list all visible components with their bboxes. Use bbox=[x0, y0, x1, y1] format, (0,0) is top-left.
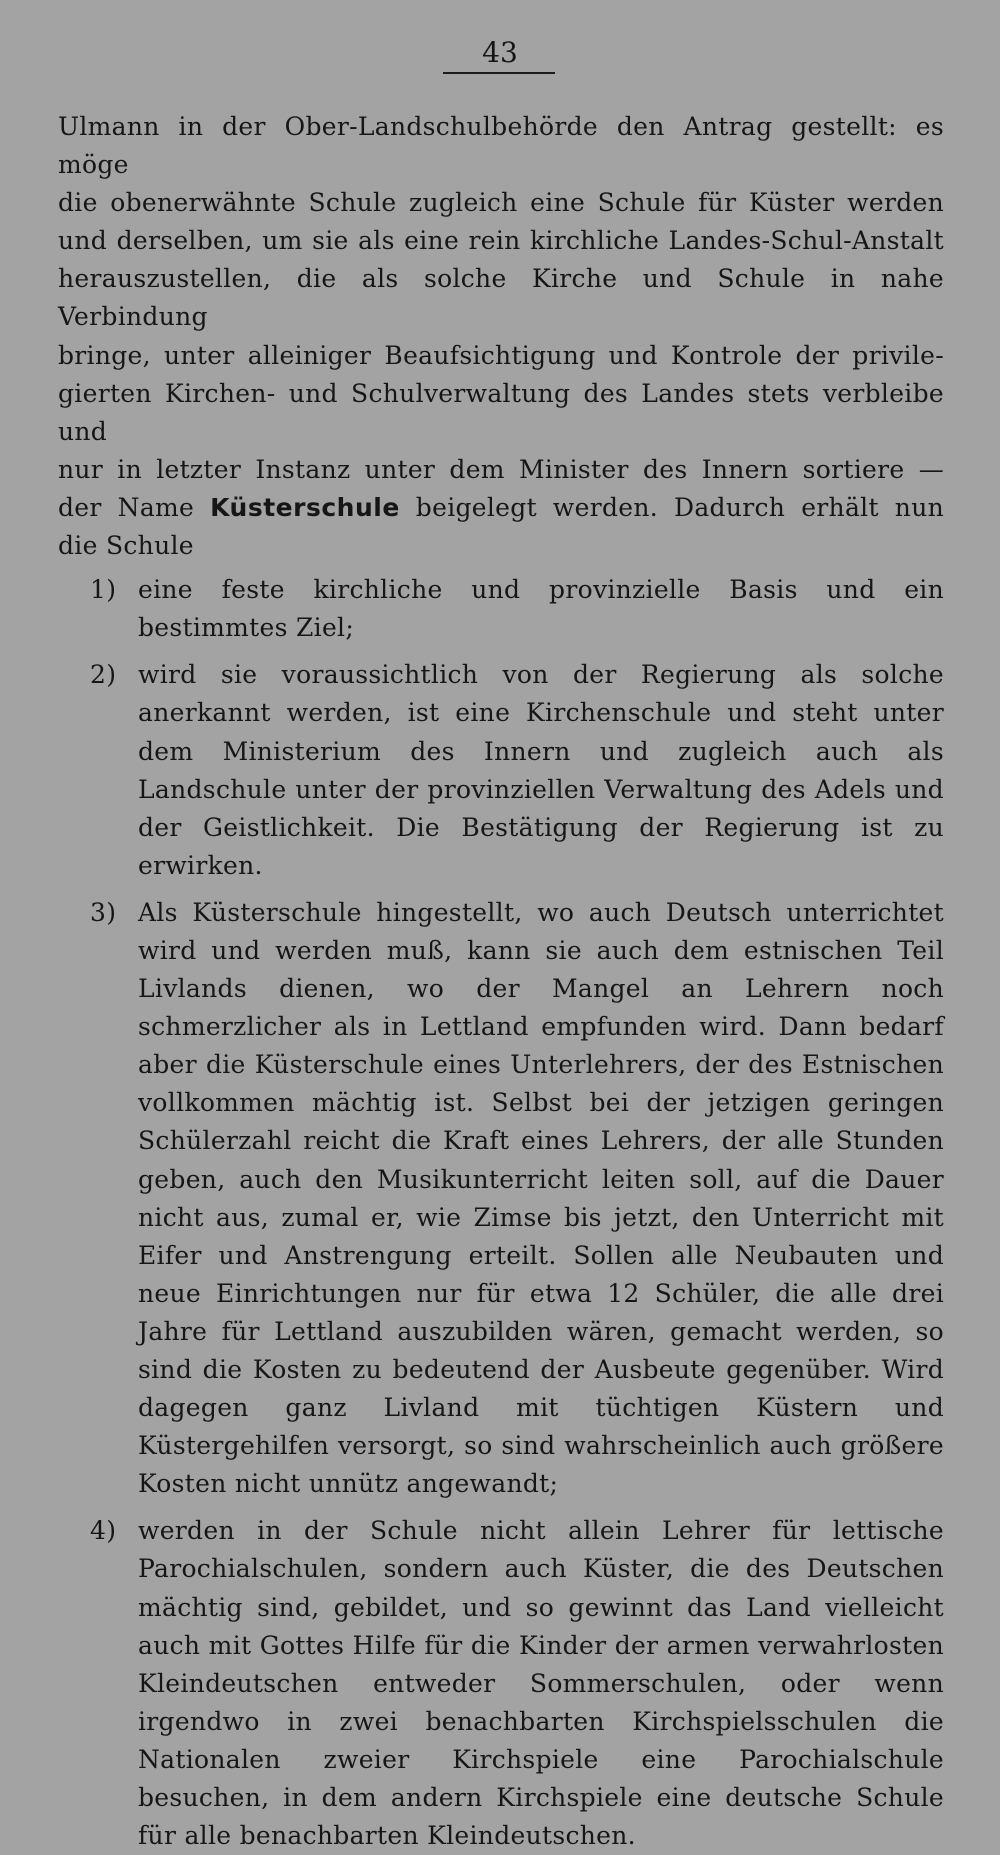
intro-line-6: gierten Kirchen- und Schulverwaltung des Landes stets verbleibe und bbox=[58, 378, 944, 446]
list-item bbox=[58, 571, 944, 647]
list-item bbox=[58, 894, 944, 1504]
item-number: 1) bbox=[90, 575, 117, 605]
emphasized-term: Küsterschule bbox=[210, 492, 400, 522]
intro-line-3: und derselben, um sie als eine rein kirchliche Landes-Schul-Anstalt bbox=[58, 226, 944, 256]
intro-line-7: nur in letzter Instanz unter dem Minister des Innern sortiere — bbox=[58, 454, 944, 484]
list-item bbox=[58, 656, 944, 885]
item-text: wird sie voraussichtlich von der Regierung als solche anerkannt werden, ist eine Kirchenschule und steht unter dem Ministerium des Innern und zugleich auch als Landschule unter der provinziellen Verwaltung des Adels und der Geistlichkeit. Die Bestätigung der Regierung ist zu erwirken. bbox=[138, 660, 944, 880]
intro-line-4: herauszustellen, die als solche Kirche und Schule in nahe Verbindung bbox=[58, 264, 944, 332]
intro-line-8-end: beigelegt werden. Dadurch erhält nun bbox=[415, 492, 944, 522]
item-text: Als Küsterschule hingestellt, wo auch Deutsch unterrichtet wird und werden muß, kann sie auch dem estnischen Teil Livlands dienen, wo der Mangel an Lehrern noch schmerzlicher als in Lettland empfunden wird. Dann bedarf aber die Küsterschule eines Unterlehrers, der des Estnischen vollkommen mächtig ist. Selbst bei der jetzigen geringen Schülerzahl reicht die Kraft eines Lehrers, der alle Stunden geben, auch den Musikunterricht leiten soll, auf die Dauer nicht aus, zumal er, wie Zimse bis jetzt, den Unterricht mit Eifer und Anstrengung erteilt. Sollen alle Neubauten und neue Einrichtungen nur für etwa 12 Schüler, die alle drei Jahre für Lettland auszubilden wären, gemacht werden, so sind die Kosten zu bedeutend der Ausbeute gegenüber. Wird dagegen ganz Livland mit tüchtigen Küstern und Küstergehilfen versorgt, so sind wahrscheinlich auch größere Kosten nicht unnütz angewandt; bbox=[138, 897, 944, 1499]
intro-line-5: bringe, unter alleiniger Beaufsichtigung und Kontrole der privile- bbox=[58, 340, 944, 370]
intro-line-2: die obenerwähnte Schule zugleich eine Schule für Küster werden bbox=[58, 188, 944, 218]
item-text: werden in der Schule nicht allein Lehrer für lettische Parochialschulen, sondern auch Küster, die des Deutschen mächtig sind, gebildet, und so gewinnt das Land vielleicht auch mit Gottes Hilfe für die Kinder der armen verwahrlosten Kleindeutschen entweder Sommerschulen, oder wenn irgendwo in zwei benachbarten Kirchspielsschulen die Nationalen zweier Kirchspiele eine Parochialschule besuchen, in dem andern Kirchspiele eine deutsche Schule für alle benachbarten Kleindeutschen. bbox=[138, 1516, 944, 1851]
intro-line-9: die Schule bbox=[58, 531, 194, 561]
page-number: 43 bbox=[482, 36, 518, 69]
item-text: eine feste kirchliche und provinzielle Basis und ein bestimmtes Ziel; bbox=[138, 575, 944, 643]
intro-line-8-start: der Name bbox=[58, 492, 195, 522]
item-number: 2) bbox=[90, 660, 117, 690]
list-item bbox=[58, 1512, 944, 1855]
page-body bbox=[58, 108, 944, 1855]
intro-paragraph bbox=[58, 108, 944, 565]
numbered-list bbox=[58, 571, 944, 1855]
item-number: 4) bbox=[90, 1516, 117, 1546]
intro-line-8 bbox=[58, 489, 944, 527]
page-number-rule bbox=[443, 72, 555, 74]
intro-line-1: Ulmann in der Ober-Landschulbehörde den Antrag gestellt: es möge bbox=[58, 112, 944, 180]
item-number: 3) bbox=[90, 897, 117, 927]
